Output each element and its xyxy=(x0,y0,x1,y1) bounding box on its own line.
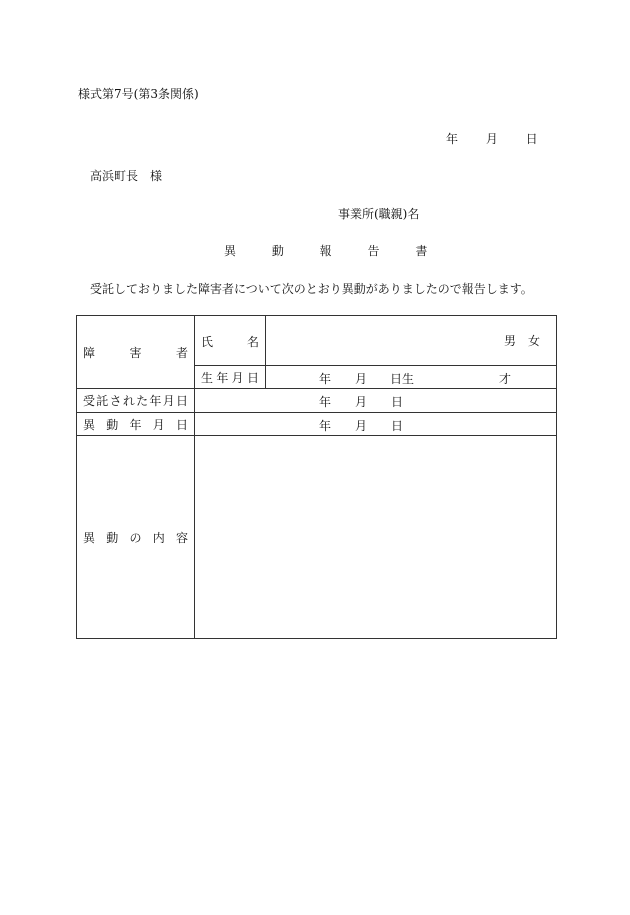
entrusted-label-char: 年 xyxy=(149,394,162,408)
birth-year: 年 xyxy=(319,372,332,386)
date-month: 月 xyxy=(485,132,498,146)
content-label-char: 異 xyxy=(83,530,96,545)
recipient: 高浜町長 様 xyxy=(90,169,163,183)
intro-text: 受託しておりました障害者について次のとおり異動がありましたので報告します。 xyxy=(90,282,533,296)
content-label-char: 容 xyxy=(175,530,188,545)
title-char: 告 xyxy=(367,244,380,258)
entrusted-label-char: 受 xyxy=(83,394,96,408)
name-label-cell xyxy=(195,316,266,366)
birth-field[interactable] xyxy=(266,366,557,389)
change-date-label-char: 年 xyxy=(129,417,142,432)
content-field[interactable] xyxy=(195,436,557,639)
entrusted-label-char: 月 xyxy=(162,394,175,408)
change-year: 年 xyxy=(319,419,332,433)
content-label-char: の xyxy=(129,530,142,545)
entrusted-label-char: た xyxy=(136,394,149,408)
entrusted-label-char: 託 xyxy=(96,394,109,408)
person-label-char: 者 xyxy=(175,345,188,360)
entrusted-year: 年 xyxy=(319,395,332,409)
office-name-label: 事業所(職親)名 xyxy=(338,207,420,221)
birth-label-char: 月 xyxy=(231,370,244,385)
content-label-char: 動 xyxy=(106,530,119,545)
entrusted-label-char: れ xyxy=(122,394,135,408)
birth-age: 才 xyxy=(499,372,512,386)
gender-options[interactable]: 男 女 xyxy=(503,334,540,348)
name-field[interactable] xyxy=(266,316,557,366)
change-date-label-cell xyxy=(77,413,195,436)
birth-label-char: 日 xyxy=(246,370,259,385)
date-day: 日 xyxy=(525,132,538,146)
title-char: 動 xyxy=(271,244,284,258)
name-label-char: 氏 xyxy=(201,335,214,349)
change-date-label-char: 日 xyxy=(175,417,188,432)
content-label-char: 内 xyxy=(152,530,165,545)
content-label-cell xyxy=(77,436,195,639)
birth-label-cell xyxy=(195,366,266,389)
title-char: 書 xyxy=(415,244,428,258)
document-title xyxy=(224,242,459,259)
title-char: 報 xyxy=(319,244,332,258)
person-label-char: 害 xyxy=(129,345,142,360)
change-date-label-char: 異 xyxy=(83,417,96,432)
person-label-char: 障 xyxy=(83,345,96,360)
birth-month: 月 xyxy=(355,372,368,386)
entrusted-day: 日 xyxy=(391,395,404,409)
name-label-char: 名 xyxy=(246,335,259,349)
report-table xyxy=(76,315,557,639)
entrusted-date-field[interactable] xyxy=(195,389,557,413)
change-month: 月 xyxy=(355,419,368,433)
date-year: 年 xyxy=(446,132,459,146)
date-line xyxy=(446,130,538,147)
change-day: 日 xyxy=(391,419,404,433)
change-date-field[interactable] xyxy=(195,413,557,436)
form-number: 様式第7号(第3条関係) xyxy=(78,87,199,101)
change-date-label-char: 月 xyxy=(152,417,165,432)
birth-label-char: 年 xyxy=(216,370,229,385)
person-label-cell xyxy=(77,316,195,389)
birth-day: 日生 xyxy=(390,372,415,386)
entrusted-label-cell xyxy=(77,389,195,413)
entrusted-label-char: 日 xyxy=(175,394,188,408)
entrusted-label-char: さ xyxy=(109,394,122,408)
title-char: 異 xyxy=(224,244,237,258)
change-date-label-char: 動 xyxy=(106,417,119,432)
entrusted-month: 月 xyxy=(355,395,368,409)
birth-label-char: 生 xyxy=(201,370,214,385)
